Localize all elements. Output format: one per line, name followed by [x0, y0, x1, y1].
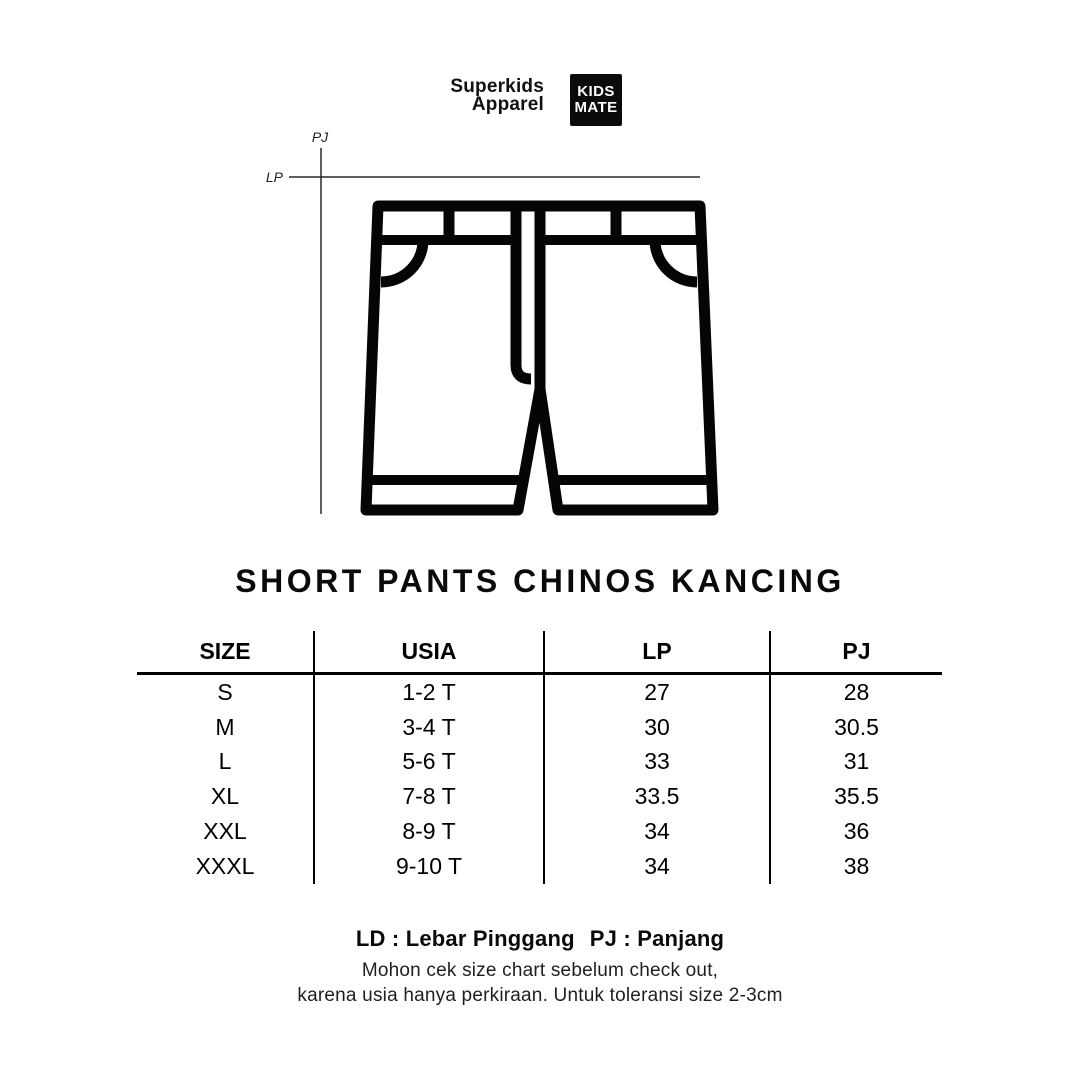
cell-pj: 31	[769, 745, 942, 780]
cell-lp: 34	[543, 849, 769, 884]
table-row	[137, 814, 942, 849]
cell-pj: 28	[769, 675, 942, 710]
brand-name	[450, 78, 544, 113]
cell-size: XXXL	[195, 852, 255, 879]
disclaimer-notes	[0, 958, 1080, 1008]
kidsmate-logo-line2: MATE	[574, 99, 618, 116]
measurement-legend	[0, 926, 1080, 952]
cell-usia: 9-10 T	[313, 849, 543, 884]
shorts-measurement-figure	[250, 125, 750, 545]
table-row	[137, 849, 942, 884]
table-header-row	[137, 631, 942, 675]
disclaimer-line1: Mohon cek size chart sebelum check out,	[361, 960, 719, 981]
kidsmate-logo-line1: KIDS	[577, 83, 615, 100]
legend-pj: PJ : Panjang	[589, 926, 725, 951]
cell-usia: 3-4 T	[313, 710, 543, 745]
page-title: SHORT PANTS CHINOS KANCING	[235, 563, 845, 599]
table-body	[137, 675, 942, 884]
lp-measure-label: LP	[265, 169, 283, 185]
cell-usia: 8-9 T	[313, 814, 543, 849]
cell-lp: 34	[543, 814, 769, 849]
kidsmate-logo	[570, 74, 622, 126]
header-size: SIZE	[199, 638, 251, 664]
table-row	[137, 710, 942, 745]
header-usia: USIA	[313, 631, 543, 672]
cell-lp: 33.5	[543, 779, 769, 814]
cell-usia: 1-2 T	[313, 675, 543, 710]
cell-lp: 30	[543, 710, 769, 745]
cell-size: S	[217, 678, 233, 705]
cell-size: M	[215, 713, 235, 740]
cell-pj: 35.5	[769, 779, 942, 814]
cell-size: L	[218, 748, 232, 775]
size-chart-table	[137, 631, 942, 884]
brand-name-line2: Apparel	[471, 93, 544, 115]
cell-usia: 7-8 T	[313, 779, 543, 814]
header-lp: LP	[543, 631, 769, 672]
cell-usia: 5-6 T	[313, 745, 543, 780]
header-pj: PJ	[769, 631, 942, 672]
table-row	[137, 675, 942, 710]
cell-lp: 27	[543, 675, 769, 710]
cell-pj: 30.5	[769, 710, 942, 745]
cell-size: XXL	[203, 818, 247, 845]
shorts-icon	[366, 205, 713, 510]
cell-size: XL	[210, 783, 240, 810]
disclaimer-line2: karena usia hanya perkiraan. Untuk toleransi size 2-3cm	[297, 985, 783, 1006]
table-row	[137, 745, 942, 780]
brand-name-line1: Superkids	[450, 76, 544, 97]
table-row	[137, 779, 942, 814]
pj-measure-label: PJ	[311, 129, 329, 145]
legend-lp: LD : Lebar Pinggang	[355, 926, 575, 951]
cell-pj: 36	[769, 814, 942, 849]
cell-lp: 33	[543, 745, 769, 780]
cell-pj: 38	[769, 849, 942, 884]
